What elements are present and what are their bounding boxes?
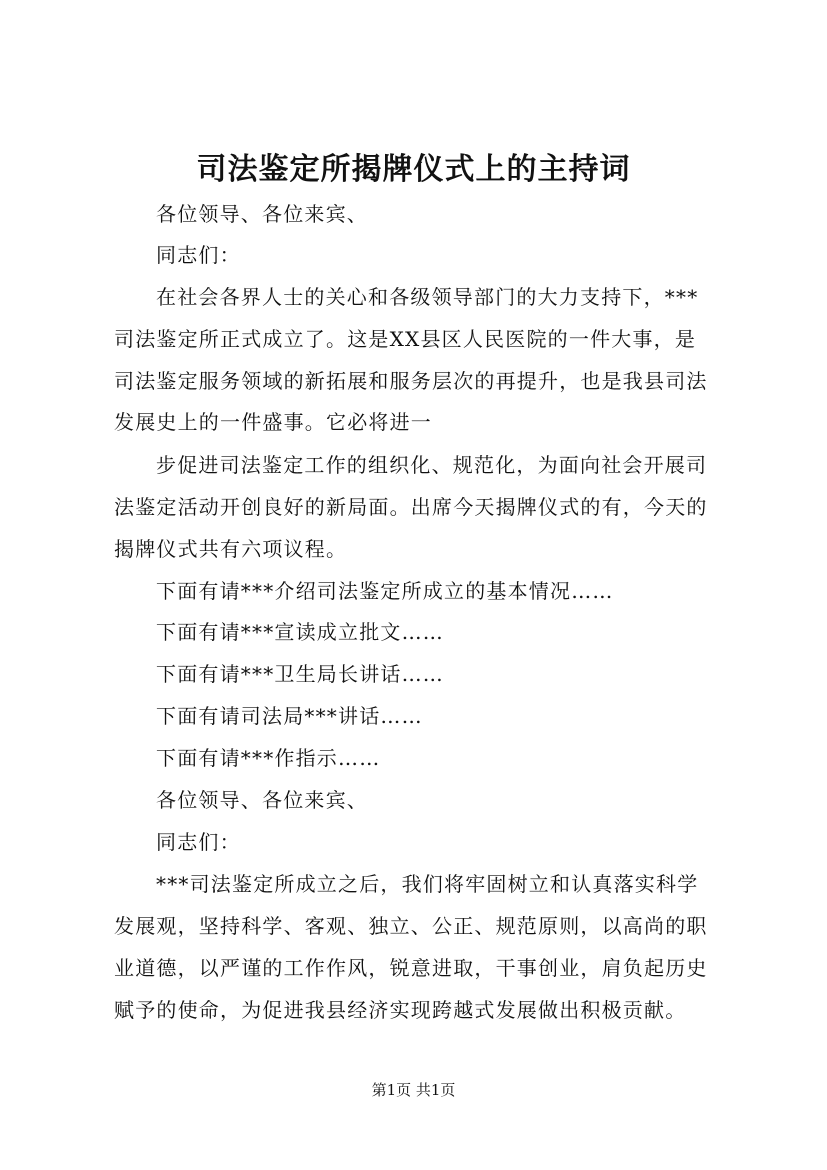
paragraph-line: 步促进司法鉴定工作的组织化、规范化，为面向社会开展司 bbox=[156, 453, 708, 477]
paragraph-line: 下面有请***作指示…… bbox=[156, 746, 381, 770]
paragraph-line: 下面有请司法局***讲话…… bbox=[156, 704, 423, 728]
paragraph-line: 发展观，坚持科学、客观、独立、公正、规范原则，以高尚的职 bbox=[114, 914, 708, 938]
paragraph-line: 揭牌仪式共有六项议程。 bbox=[114, 537, 348, 561]
document-title: 司法鉴定所揭牌仪式上的主持词 bbox=[196, 152, 631, 187]
paragraph-line: 下面有请***宣读成立批文…… bbox=[156, 620, 444, 644]
paragraph-line: ***司法鉴定所成立之后，我们将牢固树立和认真落实科学 bbox=[156, 872, 699, 896]
paragraph-line: 业道德，以严谨的工作作风，锐意进取，干事创业，肩负起历史 bbox=[114, 956, 708, 980]
paragraph-line: 发展史上的一件盛事。它必将进一 bbox=[114, 410, 432, 434]
paragraph-line: 下面有请***卫生局长讲话…… bbox=[156, 662, 444, 686]
page-number-footer: 第1页 共1页 bbox=[371, 1081, 456, 1099]
paragraph-line: 赋予的使命，为促进我县经济实现跨越式发展做出积极贡献。 bbox=[114, 998, 687, 1022]
paragraph-line: 司法鉴定所正式成立了。这是XX县区人民医院的一件大事，是 bbox=[114, 327, 697, 351]
paragraph-line: 各位领导、各位来宾、 bbox=[156, 202, 368, 226]
paragraph-line: 下面有请***介绍司法鉴定所成立的基本情况…… bbox=[156, 579, 614, 603]
paragraph-line: 同志们： bbox=[156, 830, 241, 854]
paragraph-line: 在社会各界人士的关心和各级领导部门的大力支持下，*** bbox=[156, 285, 699, 309]
paragraph-line: 各位领导、各位来宾、 bbox=[156, 788, 368, 812]
paragraph-line: 法鉴定活动开创良好的新局面。出席今天揭牌仪式的有，今天的 bbox=[114, 495, 708, 519]
paragraph-line: 司法鉴定服务领域的新拓展和服务层次的再提升，也是我县司法 bbox=[114, 369, 708, 393]
paragraph-line: 同志们： bbox=[156, 243, 241, 267]
